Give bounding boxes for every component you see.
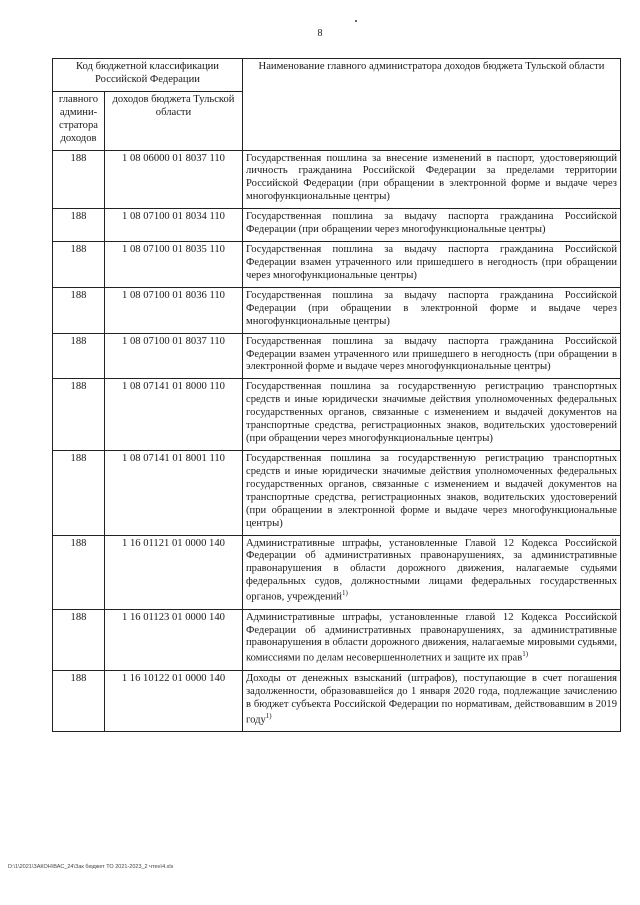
- revenue-description-cell: [243, 379, 621, 451]
- table-row: [53, 150, 621, 209]
- chief-administrator-code: 188: [53, 242, 105, 288]
- chief-administrator-code: 188: [53, 670, 105, 731]
- revenue-description: Административные штрафы, установленные главой 12 Кодекса Российской Федерации об административных правонарушениях, за административные правонарушения в области дорожного движения, налагаемые мировыми судьями, комиссиями по делам несовершеннолетних и защите их прав: [246, 611, 617, 664]
- footnote-marker: 1): [522, 650, 529, 659]
- revenue-description-cell: [243, 242, 621, 288]
- revenue-classification-code: 1 08 07141 01 8001 110: [105, 450, 243, 535]
- header-budget-revenue: доходов бюджета Тульской области: [105, 91, 243, 150]
- table-row: [53, 287, 621, 333]
- table-row: [53, 450, 621, 535]
- revenue-classification-code: 1 16 01123 01 0000 140: [105, 609, 243, 670]
- revenue-classification-code: 1 08 07100 01 8037 110: [105, 333, 243, 379]
- revenue-description: Государственная пошлина за государственную регистрацию транспортных средств и иные юридически значимые действия уполномоченных федеральных государственных органов, связанные с изменением и выдачей документов на транспортные средства, регистрационных знаков, водительских удостоверений (при обращении через многофункциональные центры): [246, 381, 617, 445]
- chief-administrator-code: 188: [53, 333, 105, 379]
- revenue-description: Государственная пошлина за выдачу паспорта гражданина Российской Федерации взамен утраченного или пришедшего в негодность (при обращении в электронной форме и выдаче через многофункциональные центры): [246, 335, 617, 373]
- header-chief-administrator: главного админи-стратора доходов: [53, 91, 105, 150]
- revenue-description-cell: [243, 670, 621, 731]
- revenue-description-cell: [243, 287, 621, 333]
- page-number: 8: [317, 28, 323, 39]
- revenue-description-cell: [243, 535, 621, 609]
- budget-classification-table: [52, 58, 621, 732]
- revenue-classification-code: 1 16 10122 01 0000 140: [105, 670, 243, 731]
- header-classification-code: Код бюджетной классификации Российской Федерации: [53, 59, 243, 92]
- revenue-description: Государственная пошлина за государственную регистрацию транспортных средств и иные юридически значимые действия уполномоченных федеральных государственных органов, связанные с изменением и выдачей документов на транспортные средства, регистрационных знаков, водительских удостоверений (при обращении в электронной форме и выдаче через многофункциональные центры): [246, 452, 617, 529]
- chief-administrator-code: 188: [53, 287, 105, 333]
- table-row: [53, 535, 621, 609]
- chief-administrator-code: 188: [53, 609, 105, 670]
- revenue-classification-code: 1 08 07100 01 8036 110: [105, 287, 243, 333]
- chief-administrator-code: 188: [53, 450, 105, 535]
- revenue-classification-code: 1 16 01121 01 0000 140: [105, 535, 243, 609]
- revenue-classification-code: 1 08 07100 01 8035 110: [105, 242, 243, 288]
- revenue-classification-code: 1 08 06000 01 8037 110: [105, 150, 243, 209]
- revenue-description: Государственная пошлина за выдачу паспорта гражданина Российской Федерации (при обращении через многофункциональные центры): [246, 211, 617, 236]
- header-administrator-name: Наименование главного администратора доходов бюджета Тульской области: [243, 59, 621, 151]
- revenue-description: Государственная пошлина за выдачу паспорта гражданина Российской Федерации взамен утраченного или пришедшего в негодность (при обращении через многофункциональные центры): [246, 244, 617, 281]
- revenue-description-cell: [243, 609, 621, 670]
- revenue-classification-code: 1 08 07100 01 8034 110: [105, 209, 243, 242]
- table-row: [53, 242, 621, 288]
- table-row: [53, 609, 621, 670]
- revenue-description: Государственная пошлина за внесение изменений в паспорт, удостоверяющий личность гражданина Российской Федерации за пределами территории Российской Федерации (при обращении в электронной форме и выдаче через многофункциональные центры): [246, 152, 617, 203]
- revenue-description-cell: [243, 450, 621, 535]
- revenue-description: Государственная пошлина за выдачу паспорта гражданина Российской Федерации (при обращении в электронной форме и выдаче через многофункциональные центры): [246, 289, 617, 327]
- revenue-description-cell: [243, 333, 621, 379]
- footnote-marker: 1): [341, 589, 348, 598]
- table-row: [53, 670, 621, 731]
- revenue-classification-code: 1 08 07141 01 8000 110: [105, 379, 243, 451]
- revenue-description-cell: [243, 150, 621, 209]
- revenue-description: Административные штрафы, установленные Главой 12 Кодекса Российской Федерации об административных правонарушениях, за административные правонарушения в области дорожного движения, налагаемые судьями федеральных судов, должностными лицами федеральных государственных органов, учреждений: [246, 537, 617, 603]
- table-row: [53, 209, 621, 242]
- chief-administrator-code: 188: [53, 535, 105, 609]
- chief-administrator-code: 188: [53, 150, 105, 209]
- footnote-marker: 1): [265, 711, 272, 720]
- scan-speck: [355, 20, 357, 22]
- chief-administrator-code: 188: [53, 379, 105, 451]
- revenue-description: Доходы от денежных взысканий (штрафов), поступающие в счет погашения задолженности, образовавшейся до 1 января 2020 года, подлежащие зачислению в бюджет субъекта Российской Федерации по нормативам, действовавшим в 2019 году: [246, 672, 617, 726]
- table-row: [53, 333, 621, 379]
- chief-administrator-code: 188: [53, 209, 105, 242]
- revenue-description-cell: [243, 209, 621, 242]
- file-path-footer: D:\1\2021\ЗАКОН\ВАС_24\Зак бюджет ТО 2021-2023_2 чтен\4.xls: [8, 864, 174, 870]
- table-row: [53, 379, 621, 451]
